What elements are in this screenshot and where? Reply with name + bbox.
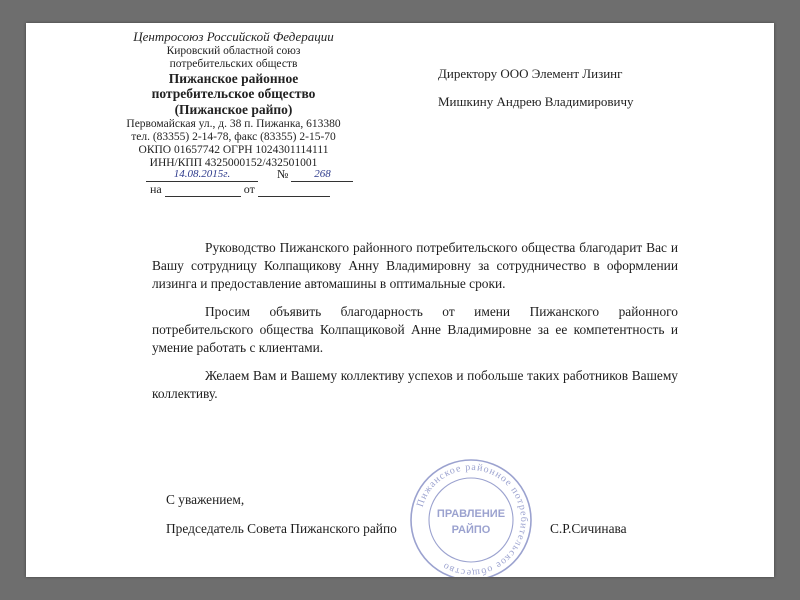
body-paragraph-2 xyxy=(152,303,678,357)
outgoing-ref xyxy=(146,166,353,182)
body-paragraph-3 xyxy=(152,367,678,403)
addressee-line2: Мишкину Андрею Владимировичу xyxy=(438,94,634,109)
ref-date: 14.08.2015г. xyxy=(173,168,231,180)
letter-page xyxy=(26,23,774,577)
ot-label: от xyxy=(243,182,255,196)
regional-union-line2: потребительских обществ xyxy=(169,58,298,71)
ref-date-field xyxy=(146,166,258,182)
stamp-inner-ring xyxy=(429,478,513,562)
ref-number-field xyxy=(291,166,353,182)
union-name: Центросоюз Российской Федерации xyxy=(133,29,334,44)
letterhead xyxy=(126,30,341,171)
ot-field xyxy=(258,184,330,197)
body-p1-text: Руководство Пижанского районного потребительского общества благодарит Вас и Вашу сотрудницу Колпащикову Анну Владимировну за сотрудничество в оформлении лизинга и предоставление автомашины в оптимальные сроки. xyxy=(152,240,678,291)
org-phone: тел. (83355) 2-14-78, факс (83355) 2-15-70 xyxy=(131,130,336,143)
closing-regards: С уважением, xyxy=(166,492,245,507)
stamp-ring-text: Пижанское районное потребительское общество xyxy=(414,461,530,579)
signer-name: С.Р.Сичинава xyxy=(550,521,627,536)
na-label: на xyxy=(150,182,162,196)
org-okpo: ОКПО 01657742 ОГРН 1024301114111 xyxy=(138,144,329,157)
signer-position: Председатель Совета Пижанского райпо xyxy=(166,521,397,536)
body-p2-text: Просим объявить благодарность от имени Пижанского районного потребительского общества Колпащиковой Анне Владимировне за ее компетентность и умение работать с клиентами. xyxy=(152,304,678,355)
stamp-center-top: ПРАВЛЕНИЕ xyxy=(436,508,506,520)
addressee-line1: Директору ООО Элемент Лизинг xyxy=(438,66,623,81)
org-address: Первомайская ул., д. 38 п. Пижанка, 613380 xyxy=(126,117,341,130)
stamp-center-bottom: РАЙПО xyxy=(451,524,491,536)
ref-number-label: № xyxy=(277,167,289,181)
org-name-line2: потребительское общество xyxy=(151,86,316,102)
body-p3-text: Желаем Вам и Вашему коллективу успехов и побольше таких работников Вашему коллективу. xyxy=(152,368,678,401)
org-name-line1: Пижанское районное xyxy=(168,71,299,87)
ref-number: 268 xyxy=(314,168,331,180)
na-field xyxy=(165,184,241,197)
org-name-line3: (Пижанское райпо) xyxy=(174,101,293,117)
org-inn: ИНН/КПП 4325000152/432501001 xyxy=(149,157,318,170)
incoming-ref xyxy=(150,182,330,197)
organization-stamp xyxy=(406,455,536,577)
body-paragraph-1 xyxy=(152,239,678,293)
regional-union-line1: Кировский областной союз xyxy=(166,44,301,57)
